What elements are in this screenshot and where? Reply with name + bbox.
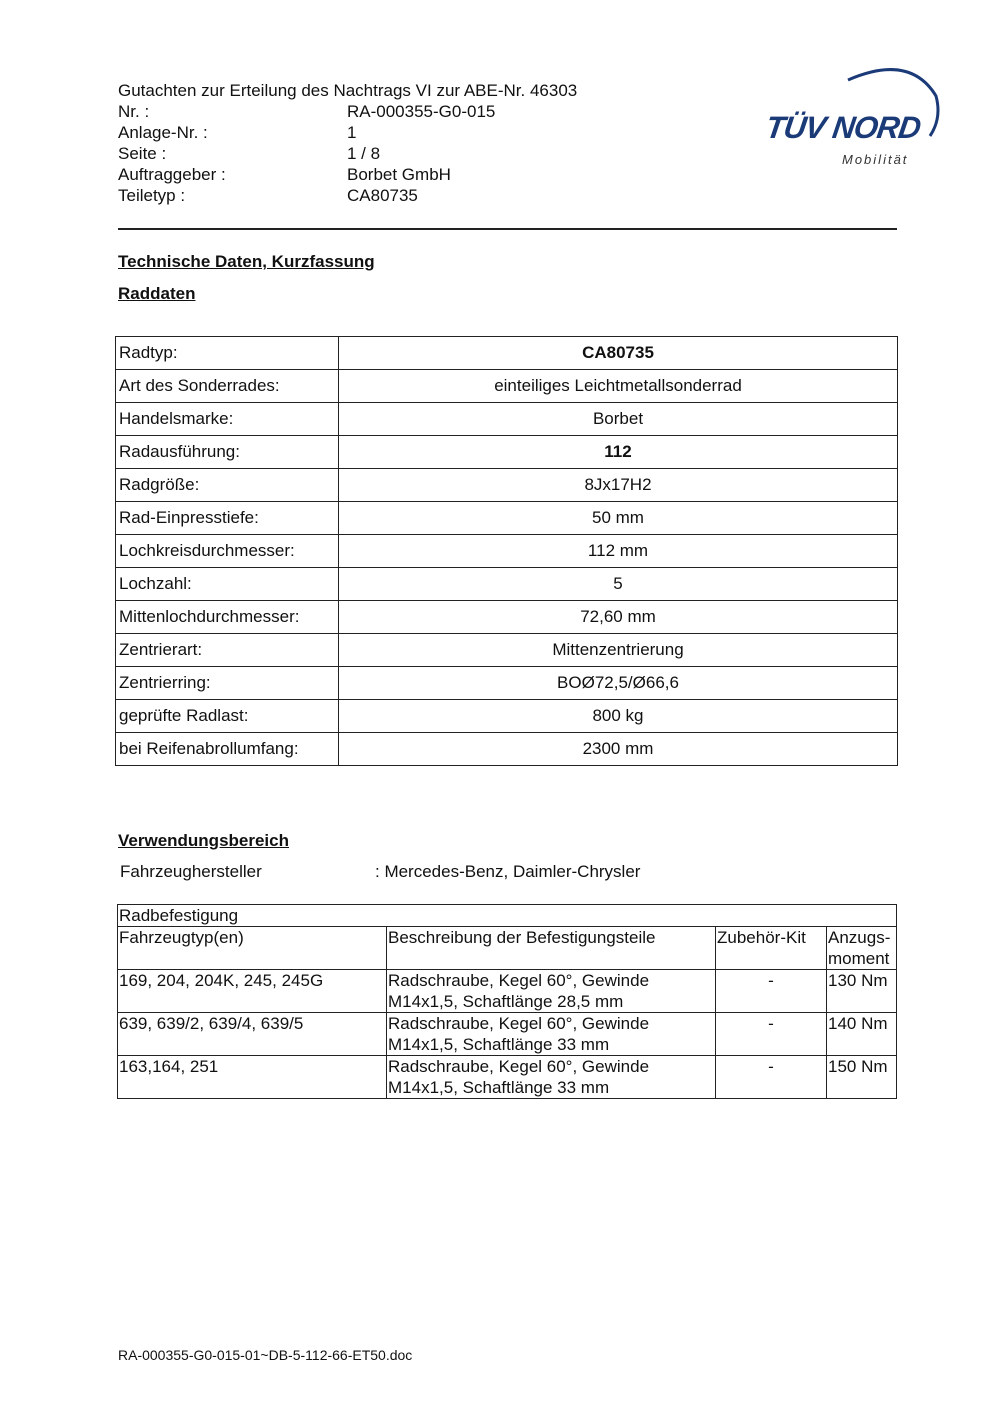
document-header [118,80,738,206]
row-value: 112 mm [339,535,898,568]
row-label: Handelsmarke: [116,403,339,436]
table-row [116,403,898,436]
column-header: Beschreibung der Befestigungsteile [387,927,716,970]
fastener-description [387,1013,716,1056]
row-value: Borbet [339,403,898,436]
tightening-torque: 140 Nm [827,1013,897,1056]
row-value: Mittenzentrierung [339,634,898,667]
table-row [116,667,898,700]
row-label: Radausführung: [116,436,339,469]
table-row [116,370,898,403]
table-row [116,436,898,469]
section-heading-verwendungsbereich: Verwendungsbereich [118,831,289,850]
header-key: Anlage-Nr. : [118,123,208,142]
header-row-teiletyp [118,185,738,206]
header-row-anlage [118,122,738,143]
accessory-kit: - [716,1013,827,1056]
table-row [116,502,898,535]
document-footer-filename: RA-000355-G0-015-01~DB-5-112-66-ET50.doc [118,1347,413,1363]
logo-brand: TÜV NORD [763,110,923,145]
logo-subtitle: Mobilität [842,152,909,167]
document-title: Gutachten zur Erteilung des Nachtrags VI zur ABE-Nr. 46303 [118,81,578,100]
tightening-torque: 150 Nm [827,1056,897,1099]
vehicle-types: 163,164, 251 [118,1056,387,1099]
description-line: M14x1,5, Schaftlänge 33 mm [388,1078,610,1097]
table-row [116,568,898,601]
maker-key: Fahrzeughersteller [120,862,262,881]
row-label: Lochkreisdurchmesser: [116,535,339,568]
row-label: Art des Sonderrades: [116,370,339,403]
header-value: 1 / 8 [347,144,381,163]
fastener-description [387,970,716,1013]
header-key: Teiletyp : [118,186,186,205]
table-row [116,535,898,568]
accessory-kit: - [716,1056,827,1099]
row-value: 800 kg [339,700,898,733]
row-label: geprüfte Radlast: [116,700,339,733]
row-label: bei Reifenabrollumfang: [116,733,339,766]
table-header-row [118,927,897,970]
row-label: Rad-Einpresstiefe: [116,502,339,535]
row-value: einteiliges Leichtmetallsonderrad [339,370,898,403]
description-line: M14x1,5, Schaftlänge 28,5 mm [388,992,624,1011]
table-row [118,1056,897,1099]
description-line: M14x1,5, Schaftlänge 33 mm [388,1035,610,1054]
header-key: Seite : [118,144,167,163]
table-title-row [118,905,897,927]
table-row [116,700,898,733]
table-row [118,970,897,1013]
column-header: Fahrzeugtyp(en) [118,927,387,970]
header-row-seite [118,143,738,164]
description-line: Radschraube, Kegel 60°, Gewinde [388,1014,650,1033]
header-value: Borbet GmbH [347,165,451,184]
fahrzeughersteller-row [120,861,640,883]
row-value: BOØ72,5/Ø66,6 [339,667,898,700]
table-row [116,601,898,634]
accessory-kit: - [716,970,827,1013]
header-row-nr [118,101,738,122]
table-row [116,469,898,502]
header-divider [118,228,897,230]
vehicle-types: 169, 204, 204K, 245, 245G [118,970,387,1013]
row-value: 8Jx17H2 [339,469,898,502]
description-line: Radschraube, Kegel 60°, Gewinde [388,1057,650,1076]
tightening-torque: 130 Nm [827,970,897,1013]
table-row [118,1013,897,1056]
section-heading-technische-daten: Technische Daten, Kurzfassung [118,252,375,271]
radbefestigung-table [117,904,897,1099]
row-value: 50 mm [339,502,898,535]
table-row [116,337,898,370]
header-value: RA-000355-G0-015 [347,102,496,121]
row-label: Lochzahl: [116,568,339,601]
row-label: Radtyp: [116,337,339,370]
row-label: Zentrierart: [116,634,339,667]
description-line: Radschraube, Kegel 60°, Gewinde [388,971,650,990]
table-title: Radbefestigung [118,905,897,927]
header-value: CA80735 [347,186,418,205]
row-value: 112 [339,436,898,469]
header-row-auftraggeber [118,164,738,185]
header-value: 1 [347,123,357,142]
column-header: Zubehör-Kit [716,927,827,970]
tuv-nord-logo [760,58,945,173]
row-value: 5 [339,568,898,601]
vehicle-types: 639, 639/2, 639/4, 639/5 [118,1013,387,1056]
row-value: 72,60 mm [339,601,898,634]
maker-value: : Mercedes-Benz, Daimler-Chrysler [375,862,641,881]
table-row [116,733,898,766]
row-value: 2300 mm [339,733,898,766]
raddaten-table [115,336,898,766]
column-header: Anzugs-moment [827,927,897,970]
header-key: Auftraggeber : [118,165,226,184]
fastener-description [387,1056,716,1099]
row-label: Zentrierring: [116,667,339,700]
row-value: CA80735 [339,337,898,370]
row-label: Radgröße: [116,469,339,502]
section-heading-raddaten: Raddaten [118,284,196,303]
header-key: Nr. : [118,102,150,121]
row-label: Mittenlochdurchmesser: [116,601,339,634]
table-row [116,634,898,667]
